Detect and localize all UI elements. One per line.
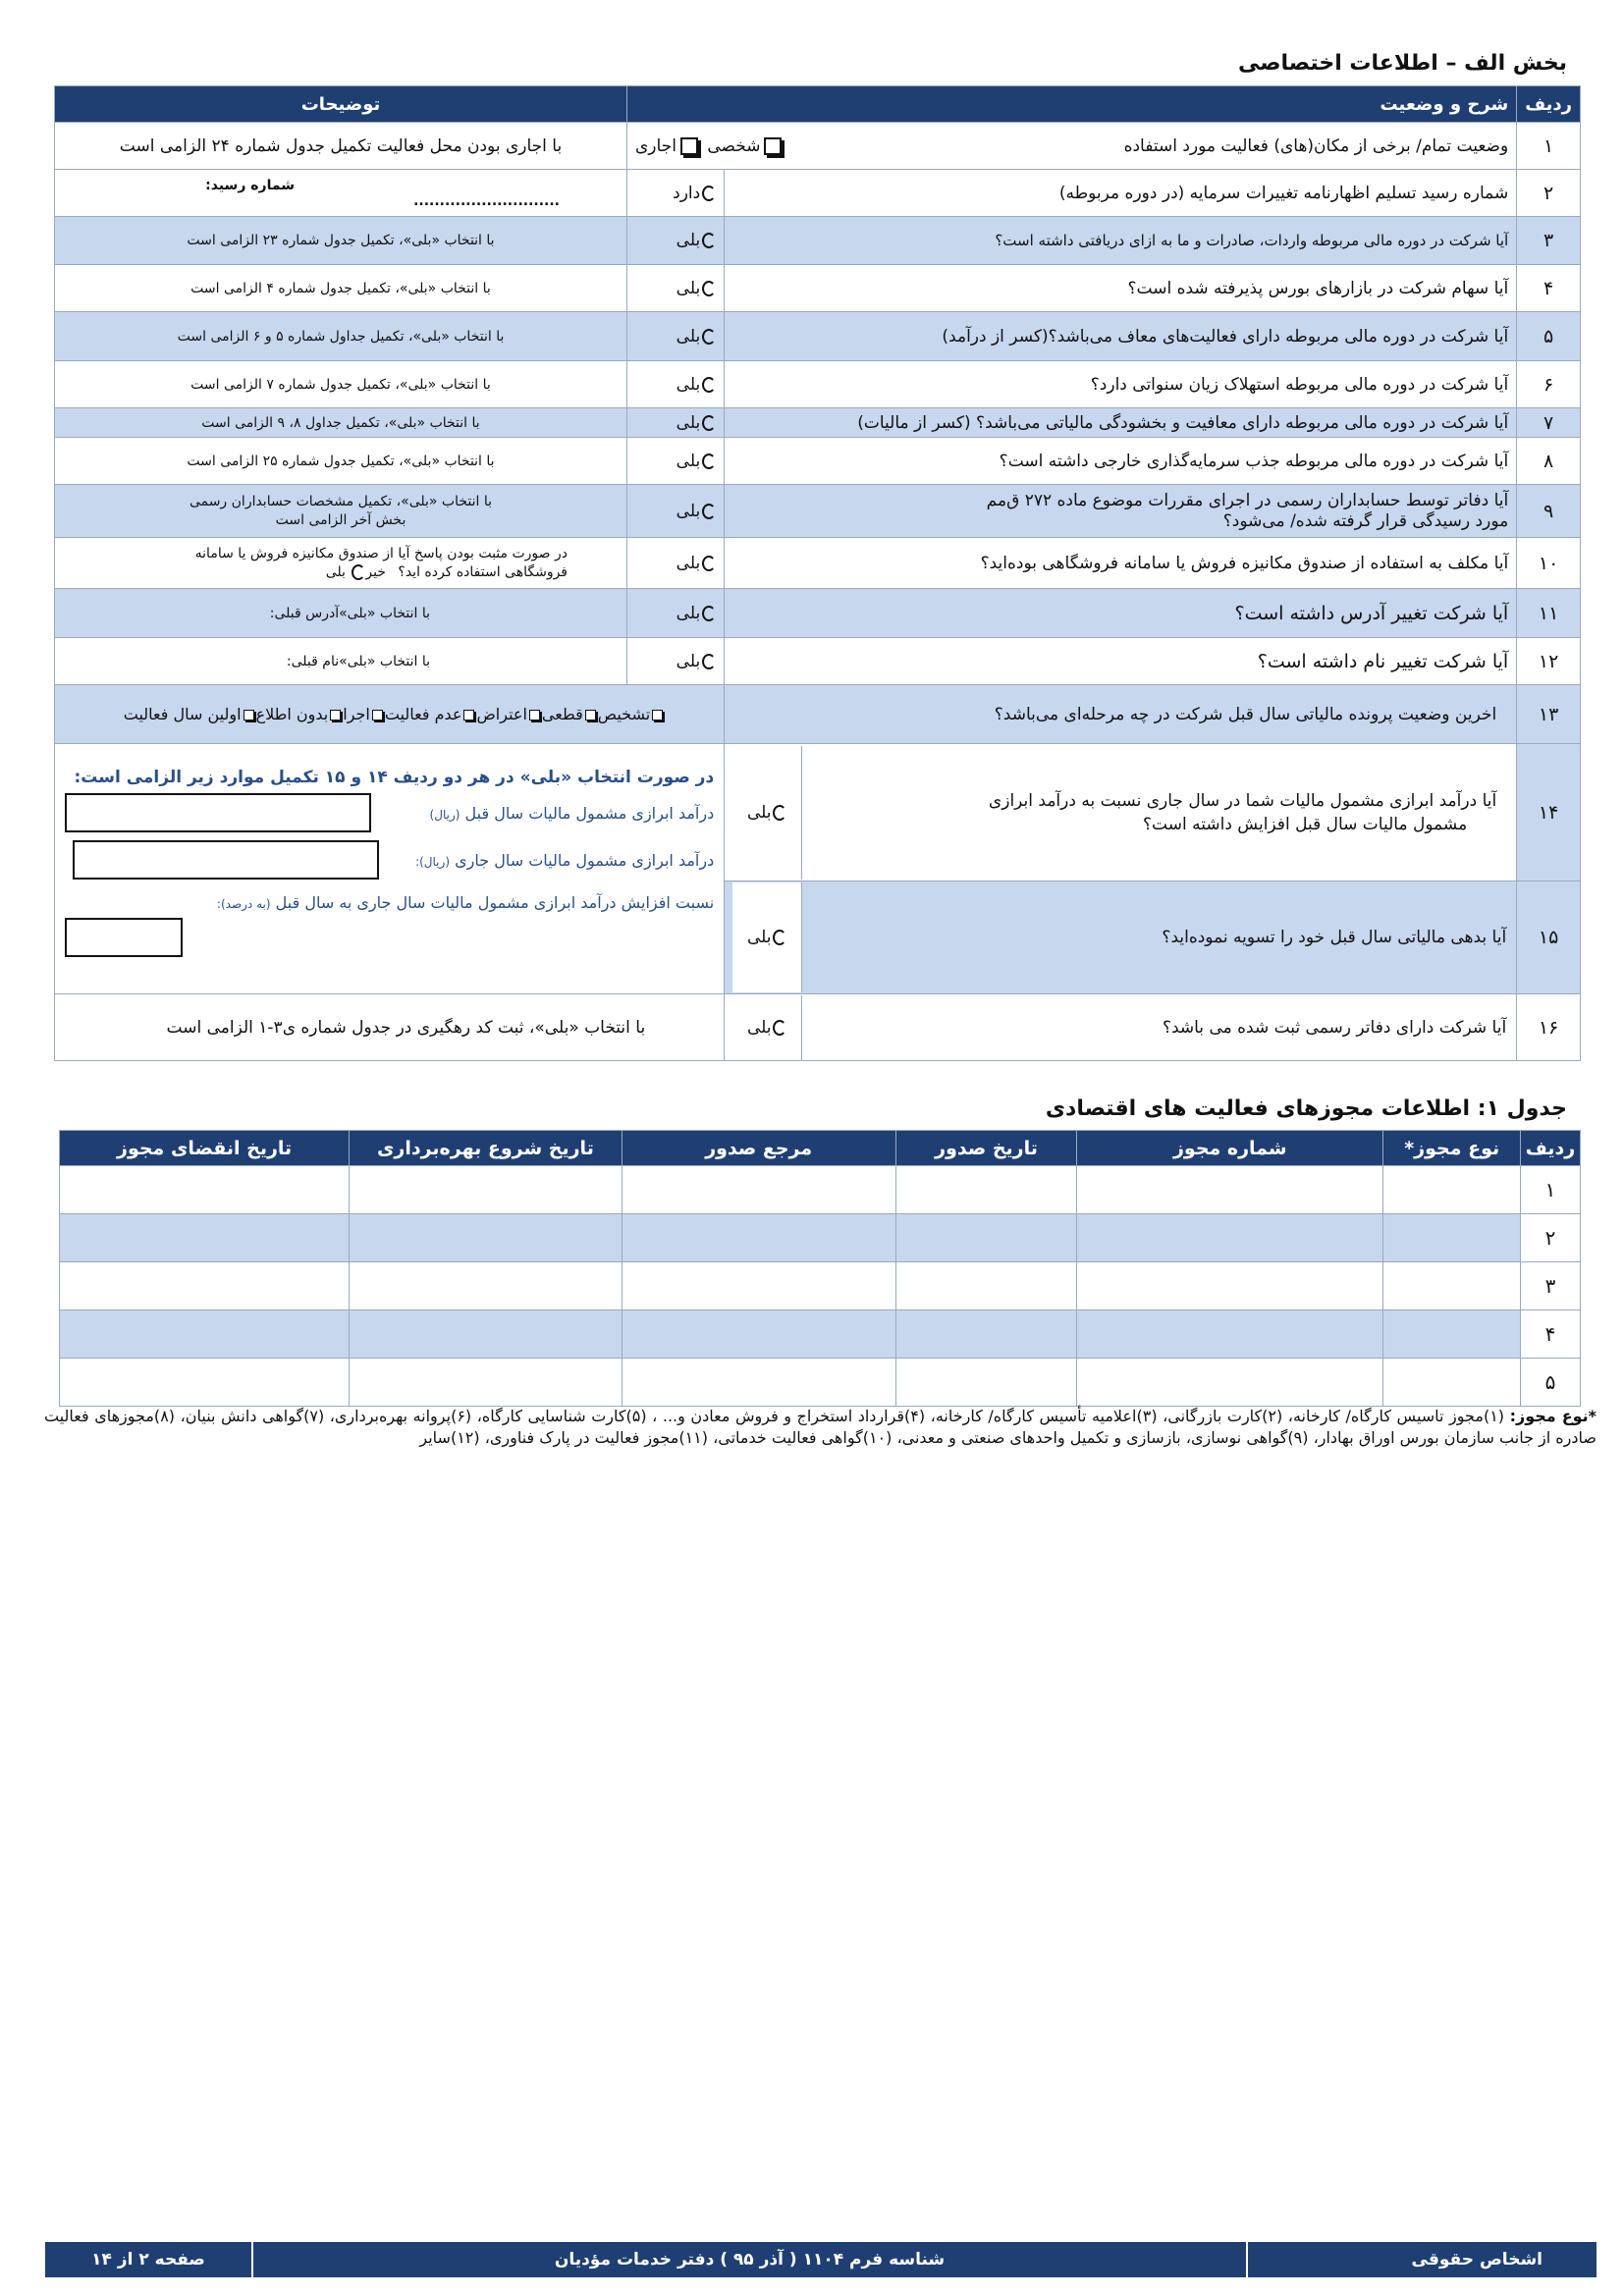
license-cell[interactable] <box>1383 1310 1521 1359</box>
license-cell[interactable] <box>1077 1359 1383 1407</box>
license-cell[interactable] <box>60 1310 350 1359</box>
row-note: با انتخاب «بلی»، تکمیل جدول شماره ۷ الزامی است <box>55 361 627 408</box>
row-number: ۱۰ <box>1517 538 1581 589</box>
row-number: ۱۵ <box>1517 881 1581 994</box>
table-row-9 <box>55 485 1581 538</box>
table-row <box>60 1359 1581 1407</box>
table-row <box>60 1262 1581 1310</box>
license-cell[interactable] <box>1383 1262 1521 1310</box>
stage-checkbox[interactable] <box>529 710 540 721</box>
row-question <box>725 485 1517 538</box>
row-question <box>725 881 1517 994</box>
option-label: بلی <box>746 1017 772 1038</box>
option-label: بلی <box>746 802 772 823</box>
stage-options <box>55 685 725 744</box>
stage-label: اعتراض <box>476 705 527 723</box>
license-cell[interactable] <box>622 1166 895 1214</box>
radio-circle-icon[interactable] <box>773 805 786 821</box>
section-a-table <box>54 85 1581 1061</box>
table-row <box>60 1310 1581 1359</box>
rental-checkbox[interactable] <box>680 137 698 155</box>
row-number: ۴ <box>1521 1310 1581 1359</box>
license-cell[interactable] <box>350 1359 622 1407</box>
row-number: ۱ <box>1517 123 1581 170</box>
row-number: ۲ <box>1521 1214 1581 1262</box>
row-option[interactable] <box>627 438 725 485</box>
radio-circle-icon[interactable] <box>702 504 716 519</box>
stage-option[interactable] <box>476 705 541 723</box>
table-row <box>60 1166 1581 1214</box>
stage-option[interactable] <box>343 705 385 723</box>
row-number: ۳ <box>1521 1262 1581 1310</box>
option-label: بلی <box>676 412 701 433</box>
radio-circle-icon[interactable] <box>702 654 716 669</box>
option-no[interactable] <box>350 564 386 580</box>
license-cell[interactable] <box>350 1262 622 1310</box>
license-cell[interactable] <box>895 1214 1077 1262</box>
receipt-number-dots[interactable]: ............................ <box>413 192 560 209</box>
table-row-2 <box>55 170 1581 217</box>
license-cell[interactable] <box>1077 1310 1383 1359</box>
row-number: ۱۲ <box>1517 638 1581 685</box>
option-label: بلی <box>676 553 701 573</box>
row-number: ۱ <box>1521 1166 1581 1214</box>
row-question: آیا شرکت در دوره مالی مربوطه واردات، صادرات و ما به ازای دریافتی داشته است؟ <box>725 217 1517 265</box>
row-question-text: آیا شرکت دارای دفاتر رسمی ثبت شده می باشد؟ <box>1162 1017 1507 1038</box>
table-row-8 <box>55 438 1581 485</box>
license-cell[interactable] <box>1383 1359 1521 1407</box>
option-label: بلی <box>676 326 701 347</box>
row-option[interactable] <box>627 170 725 217</box>
radio-circle-icon[interactable] <box>773 1020 786 1036</box>
row-question: آیا شرکت در دوره مالی مربوطه جذب سرمایه‌گذاری خارجی داشته است؟ <box>725 438 1517 485</box>
row-note <box>55 538 627 589</box>
page-footer <box>45 2242 1597 2277</box>
stage-label: اولین سال فعالیت <box>123 705 242 723</box>
stage-list <box>124 705 665 723</box>
row-note: با اجاری بودن محل فعالیت تکمیل جدول شماره ۲۴ الزامی است <box>55 123 627 170</box>
row-note: با انتخاب «بلی»، تکمیل جدول شماره ۴ الزامی است <box>55 265 627 312</box>
receipt-number-label: شماره رسید: <box>205 177 295 193</box>
stage-checkbox[interactable] <box>330 710 341 721</box>
row-question-cell <box>627 123 1517 170</box>
stage-option[interactable] <box>598 705 665 723</box>
row-question: آیا شرکت در دوره مالی مربوطه استهلاک زیان سنواتی دارد؟ <box>725 361 1517 408</box>
licenses-header-cell: تاریخ انقضای مجوز <box>60 1131 350 1166</box>
license-cell[interactable] <box>350 1166 622 1214</box>
row-question-line-1: آیا درآمد ابرازی مشمول مالیات شما در سال جاری نسبت به درآمد ابرازی <box>988 790 1497 811</box>
radio-circle-icon[interactable] <box>773 930 786 945</box>
row-question <box>725 994 1517 1061</box>
option-label: بلی <box>676 501 701 521</box>
prev-year-income-label: درآمد ابرازی مشمول مالیات سال قبل (ریال) <box>429 803 715 823</box>
radio-circle-icon[interactable] <box>702 377 716 393</box>
licenses-header-cell: نوع مجوز* <box>1383 1131 1521 1166</box>
option-label: بلی <box>676 451 701 471</box>
table1-title: جدول ۱: اطلاعات مجوزهای فعالیت های اقتصادی <box>1045 1096 1567 1121</box>
section-a-header-row <box>55 86 1581 123</box>
row-question: وضعیت تمام/ برخی از مکان(های) فعالیت مورد استفاده <box>1123 135 1509 156</box>
personal-label: شخصی <box>707 135 761 156</box>
table-row-13 <box>55 685 1581 744</box>
current-year-income-input[interactable] <box>73 840 379 880</box>
stage-checkbox[interactable] <box>585 710 596 721</box>
row-option[interactable] <box>627 265 725 312</box>
increase-details-heading: در صورت انتخاب «بلی» در هر دو ردیف ۱۴ و ۱۵ تکمیل موارد زیر الزامی است: <box>74 768 715 787</box>
stage-checkbox[interactable] <box>463 710 474 721</box>
license-cell[interactable] <box>60 1166 350 1214</box>
license-cell[interactable] <box>895 1310 1077 1359</box>
increase-ratio-input[interactable] <box>65 918 183 957</box>
license-cell[interactable] <box>350 1214 622 1262</box>
stage-label: تشخیص <box>597 705 651 723</box>
row-note: با انتخاب «بلی»، تکمیل جداول ۸، ۹ الزامی است <box>55 408 627 438</box>
row-note: با انتخاب «بلی»آدرس قبلی: <box>55 589 627 638</box>
license-cell[interactable] <box>622 1214 895 1262</box>
table-row-12 <box>55 638 1581 685</box>
option-label: بلی <box>746 928 772 947</box>
option-label: بلی <box>676 374 701 395</box>
radio-circle-icon[interactable] <box>702 329 716 345</box>
license-cell[interactable] <box>622 1310 895 1359</box>
option-label: بلی <box>676 651 701 671</box>
row-number: ۱۶ <box>1517 994 1581 1061</box>
stage-label: بدون اطلاع <box>255 705 329 723</box>
increase-ratio-label: نسبت افزایش درآمد ابرازی مشمول مالیات سال جاری به سال قبل (به درصد): <box>216 893 715 912</box>
stage-option[interactable] <box>542 705 598 723</box>
row-number: ۱۳ <box>1517 685 1581 744</box>
radio-circle-icon[interactable] <box>702 415 716 431</box>
licenses-table <box>59 1130 1581 1407</box>
option-yes[interactable] <box>326 564 346 580</box>
license-type-note <box>44 1406 1597 1449</box>
row-question: آیا مکلف به استفاده از صندوق مکانیزه فروش یا سامانه فروشگاهی بوده‌اید؟ <box>725 538 1517 589</box>
row-question-line-2: مورد رسیدگی قرار گرفته شده/ می‌شود؟ <box>1222 510 1509 531</box>
header-notes: توضیحات <box>55 86 627 123</box>
row-note-line-1: در صورت مثبت بودن پاسخ آیا از صندوق مکانیزه فروش یا سامانه <box>194 545 568 561</box>
row-number: ۶ <box>1517 361 1581 408</box>
license-cell[interactable] <box>895 1166 1077 1214</box>
row-number: ۱۱ <box>1517 589 1581 638</box>
row-option[interactable] <box>627 217 725 265</box>
row-note-line-2 <box>63 563 568 582</box>
license-cell[interactable] <box>1077 1262 1383 1310</box>
stage-option[interactable] <box>385 705 477 723</box>
row-note: با انتخاب «بلی»، تکمیل جدول شماره ۲۵ الزامی است <box>55 438 627 485</box>
license-cell[interactable] <box>895 1262 1077 1310</box>
row-question: آیا شرکت تغییر نام داشته است؟ <box>725 638 1517 685</box>
row-note: با انتخاب «بلی»نام قبلی: <box>55 638 627 685</box>
row-option[interactable] <box>627 638 725 685</box>
row-question <box>725 744 1517 881</box>
note-text: (۱)مجوز تاسیس کارگاه/ کارخانه، (۲)کارت بازرگانی، (۳)اعلامیه تأسیس کارگاه/ کارخانه، (۴)قرارداد استخراج و فروش معادن و... ، (۵)کارت شناسایی کارگاه، (۶)پروانه بهره‌برداری، (۷)گواهی دانش بنیان، (۸)مجوزهای فعالیت صادره از جانب سازمان بورس اوراق بهادار، (۹)گواهی نوسازی، بازسازی و تکمیل واحدهای صنعتی و معدنی، (۱۰)گواهی فعالیت خدماتی، (۱۱)مجوز فعالیت در پارک فناوری، (۱۲)سایر <box>44 1407 1597 1447</box>
row-question: آیا شرکت تغییر آدرس داشته است؟ <box>725 589 1517 638</box>
row-option[interactable] <box>627 361 725 408</box>
row-number: ۷ <box>1517 408 1581 438</box>
footer-form-id: شناسه فرم ۱۱۰۴ ( آذر ۹۵ ) دفتر خدمات مؤدیان <box>251 2242 1246 2277</box>
row-note: با انتخاب «بلی»، ثبت کد رهگیری در جدول شماره ی۳-۱ الزامی است <box>55 994 725 1061</box>
licenses-body <box>60 1166 1581 1407</box>
table-row <box>60 1214 1581 1262</box>
option-no-label: خیر <box>365 563 386 580</box>
row-option[interactable] <box>627 485 725 538</box>
row-note-line-2: بخش آخر الزامی است <box>275 511 406 528</box>
license-cell[interactable] <box>1383 1214 1521 1262</box>
row-question: آیا شرکت در دوره مالی مربوطه دارای معافیت و بخشودگی مالیاتی می‌باشد؟ (کسر از مالیات) <box>725 408 1517 438</box>
table-row-11 <box>55 589 1581 638</box>
radio-circle-icon[interactable] <box>702 556 716 571</box>
row-question-text <box>989 789 1496 836</box>
license-cell[interactable] <box>60 1214 350 1262</box>
license-cell[interactable] <box>60 1359 350 1407</box>
row-number: ۵ <box>1521 1359 1581 1407</box>
option-label: بلی <box>676 278 701 298</box>
row-question-line-1: آیا دفاتر توسط حسابداران رسمی در اجرای مقررات موضوع ماده ۲۷۲ ق‌مم <box>986 490 1509 510</box>
table-row-6 <box>55 361 1581 408</box>
license-cell[interactable] <box>1383 1166 1521 1214</box>
note-label: *نوع مجوز: <box>1509 1407 1597 1425</box>
row-number: ۱۴ <box>1517 744 1581 881</box>
license-cell[interactable] <box>1077 1214 1383 1262</box>
footer-page-number: صفحه ۲ از ۱۴ <box>91 2250 205 2269</box>
rental-label: اجاری <box>635 135 677 156</box>
row-option[interactable] <box>732 746 802 880</box>
footer-entity-type: اشخاص حقوقی <box>1246 2242 1597 2277</box>
table-row-10 <box>55 538 1581 589</box>
license-cell[interactable] <box>622 1359 895 1407</box>
row-question: شماره رسید تسلیم اظهارنامه تغییرات سرمایه (در دوره مربوطه) <box>725 170 1517 217</box>
row-option[interactable] <box>627 408 725 438</box>
licenses-header-cell: شماره مجوز <box>1077 1131 1383 1166</box>
stage-label: عدم فعالیت <box>384 705 462 723</box>
row-note-line-1: با انتخاب «بلی»، تکمیل مشخصات حسابداران رسمی <box>189 493 493 509</box>
location-options <box>635 136 785 156</box>
header-row-number: ردیف <box>1517 86 1581 123</box>
radio-circle-icon[interactable] <box>352 564 365 580</box>
row-note: با انتخاب «بلی»، تکمیل جدول شماره ۲۳ الزامی است <box>55 217 627 265</box>
option-label: دارد <box>673 183 701 203</box>
radio-circle-icon[interactable] <box>702 281 716 296</box>
radio-circle-icon[interactable] <box>702 606 716 621</box>
stage-checkbox[interactable] <box>372 710 383 721</box>
license-cell[interactable] <box>350 1310 622 1359</box>
increase-details-cell <box>55 744 725 994</box>
row-number: ۳ <box>1517 217 1581 265</box>
option-yes-label: بلی <box>325 563 346 580</box>
licenses-header-cell: تاریخ شروع بهره‌برداری <box>350 1131 622 1166</box>
stage-option[interactable] <box>124 705 256 723</box>
row-option[interactable] <box>627 538 725 589</box>
row-question: اخرین وضعیت پرونده مالیاتی سال قبل شرکت در چه مرحله‌ای می‌باشد؟ <box>725 685 1517 744</box>
table-row-14 <box>55 744 1581 881</box>
option-label: بلی <box>676 231 701 250</box>
row-question-line-2: مشمول مالیات سال قبل افزایش داشته است؟ <box>1143 814 1468 834</box>
current-year-income-label: درآمد ابرازی مشمول مالیات سال جاری (ریال): <box>415 850 715 870</box>
table-row-1 <box>55 123 1581 170</box>
row-question: آیا سهام شرکت در بازارهای بورس پذیرفته شده است؟ <box>725 265 1517 312</box>
row-note: با انتخاب «بلی»، تکمیل جداول شماره ۵ و ۶ الزامی است <box>55 312 627 361</box>
radio-circle-icon[interactable] <box>702 186 716 201</box>
license-cell[interactable] <box>60 1262 350 1310</box>
prev-year-income-input[interactable] <box>65 793 371 832</box>
row-number: ۸ <box>1517 438 1581 485</box>
row-number: ۴ <box>1517 265 1581 312</box>
current-year-income-field <box>65 840 714 880</box>
stage-label: قطعی <box>541 705 583 723</box>
table-row-3 <box>55 217 1581 265</box>
licenses-header-cell: تاریخ صدور <box>895 1131 1077 1166</box>
row-number: ۹ <box>1517 485 1581 538</box>
row-number: ۲ <box>1517 170 1581 217</box>
section-a-title: بخش الف – اطلاعات اختصاصی <box>1237 51 1567 76</box>
licenses-header-cell: ردیف <box>1521 1131 1581 1166</box>
option-label: بلی <box>676 603 701 623</box>
radio-circle-icon[interactable] <box>702 454 716 469</box>
licenses-header-row <box>60 1131 1581 1166</box>
personal-checkbox[interactable] <box>764 137 782 155</box>
table-row-7 <box>55 408 1581 438</box>
prev-year-income-field <box>65 793 714 832</box>
row-option[interactable] <box>732 882 802 992</box>
row-number: ۵ <box>1517 312 1581 361</box>
row-question-text: آیا بدهی مالیاتی سال قبل خود را تسویه نموده‌اید؟ <box>1162 928 1507 947</box>
radio-circle-icon[interactable] <box>702 233 716 248</box>
stage-checkbox[interactable] <box>244 710 254 721</box>
row-option[interactable] <box>732 995 802 1060</box>
row-question: آیا شرکت در دوره مالی مربوطه دارای فعالیت‌های معاف می‌باشد؟(کسر از درآمد) <box>725 312 1517 361</box>
table-row-5 <box>55 312 1581 361</box>
header-description: شرح و وضعیت <box>627 86 1517 123</box>
stage-checkbox[interactable] <box>652 710 663 721</box>
row-note <box>55 170 627 217</box>
stage-option[interactable] <box>256 705 344 723</box>
table-row-16 <box>55 994 1581 1061</box>
table-row-4 <box>55 265 1581 312</box>
licenses-header-cell: مرجع صدور <box>622 1131 895 1166</box>
row-note <box>55 485 627 538</box>
license-cell[interactable] <box>622 1262 895 1310</box>
stage-label: اجرا <box>343 705 370 723</box>
row-note-text: فروشگاهی استفاده کرده اید؟ <box>398 563 568 580</box>
license-cell[interactable] <box>1077 1166 1383 1214</box>
row-option[interactable] <box>627 589 725 638</box>
license-cell[interactable] <box>895 1359 1077 1407</box>
row-option[interactable] <box>627 312 725 361</box>
